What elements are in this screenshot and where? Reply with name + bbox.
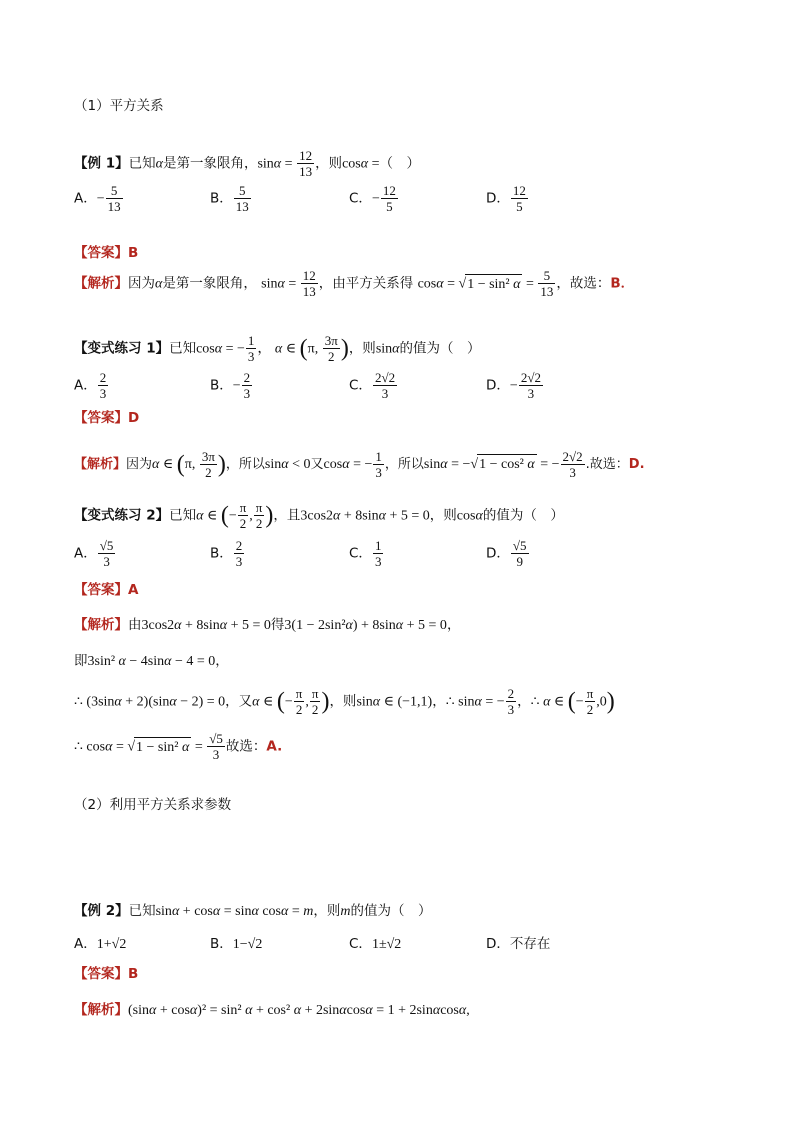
variant-2-question: 【变式练习 2】已知α ∈ (− $\frac{\pi}{2}$ , $\frac{\pi}{2}$ )，且3cos2α + 8sinα + 5 = 0，则cosα的值为（ ）: [74, 500, 564, 531]
answer-line: 【答案】B: [74, 245, 139, 261]
answer-line: 【答案】B: [74, 966, 139, 982]
option-c[interactable]: C． $\frac{2√2}{3}$: [349, 370, 396, 401]
analysis-line: ∴ cosα = √1 − sin² α = $\frac{√5}{3}$ 故选：A.: [74, 731, 283, 762]
option-d[interactable]: D．不存在: [486, 936, 551, 952]
question-text: ，则: [315, 155, 343, 172]
option-c[interactable]: C．− $\frac{12}{5}$: [349, 183, 396, 214]
section-heading-2: [74, 795, 231, 815]
option-d[interactable]: D． $\frac{12}{5}$: [486, 183, 526, 214]
example-tag: 【例 1】: [74, 155, 129, 172]
option-b[interactable]: B．− $\frac{2}{3}$: [210, 370, 251, 401]
option-a[interactable]: A．− $\frac{5}{13}$: [74, 183, 121, 214]
option-c[interactable]: C．1±√2: [349, 936, 402, 952]
option-a[interactable]: A． $\frac{√5}{3}$: [74, 538, 114, 569]
example-1-question: [74, 148, 420, 179]
section-heading-text: （2）利用平方关系求参数: [74, 797, 232, 813]
analysis-line: 【解析】(sinα + cosα)² = sin² α + cos² α + 2sinαcosα = 1 + 2sinαcosα,: [74, 1002, 470, 1018]
analysis-line: 【解析】因为α ∈ (π, $\frac{3\pi}{2}$ )，所以sinα < 0又cosα = − $\frac{1}{3}$ ，所以sinα = −√1 − cos² α = − $\frac{2√2}{3}$ .故选：D.: [74, 449, 645, 480]
option-c[interactable]: C． $\frac{1}{3}$: [349, 538, 382, 569]
section-heading-1: [74, 96, 164, 116]
math-expression: cosα =: [342, 156, 380, 172]
question-text: 是第一象限角，: [162, 155, 258, 172]
analysis-line: 【解析】由3cos2α + 8sinα + 5 = 0得3(1 − 2sin²α) + 8sinα + 5 = 0，: [74, 617, 461, 633]
example-2-question: 【例 2】已知sinα + cosα = sinα cosα = m，则m的值为（ ）: [74, 903, 432, 919]
analysis-line: ∴ (3sinα + 2)(sinα − 2) = 0，又α ∈ (− $\frac{\pi}{2}$ , $\frac{\pi}{2}$ )，则sinα ∈ (−1,1)，∴ sinα = − $\frac{2}{3}$ ，∴ α ∈ (− $\frac{\pi}{2}$ ,0): [74, 686, 615, 717]
option-a[interactable]: A．1+√2: [74, 936, 127, 952]
option-b[interactable]: B． $\frac{2}{3}$: [210, 538, 243, 569]
math-expression: sinα =: [257, 156, 297, 172]
question-text: 已知: [128, 155, 156, 172]
math-alpha: α: [155, 156, 163, 172]
option-b[interactable]: B．1−√2: [210, 936, 263, 952]
answer-line: 【答案】D: [74, 410, 140, 426]
option-a[interactable]: A． $\frac{2}{3}$: [74, 370, 107, 401]
analysis-line: 【解析】因为α是第一象限角， sinα = $\frac{12}{13}$ ，由平方关系得 cosα = √1 − sin² α = $\frac{5}{13}$ ，故选：B．: [74, 268, 635, 299]
analysis-line: 即3sin² α − 4sinα − 4 = 0，: [74, 653, 229, 669]
question-text: （ ）: [379, 155, 420, 172]
option-d[interactable]: D．− $\frac{2√2}{3}$: [486, 370, 541, 401]
answer-line: 【答案】A: [74, 582, 139, 598]
option-b[interactable]: B． $\frac{5}{13}$: [210, 183, 249, 214]
fraction: $\frac{12}{13}$: [299, 148, 313, 179]
section-heading-text: （1）平方关系: [74, 98, 164, 114]
variant-1-question: 【变式练习 1】已知cosα = − $\frac{1}{3}$ ， α ∈ (π, $\frac{3\pi}{2}$ )，则sinα的值为（ ）: [74, 333, 481, 364]
option-d[interactable]: D． $\frac{√5}{9}$: [486, 538, 527, 569]
